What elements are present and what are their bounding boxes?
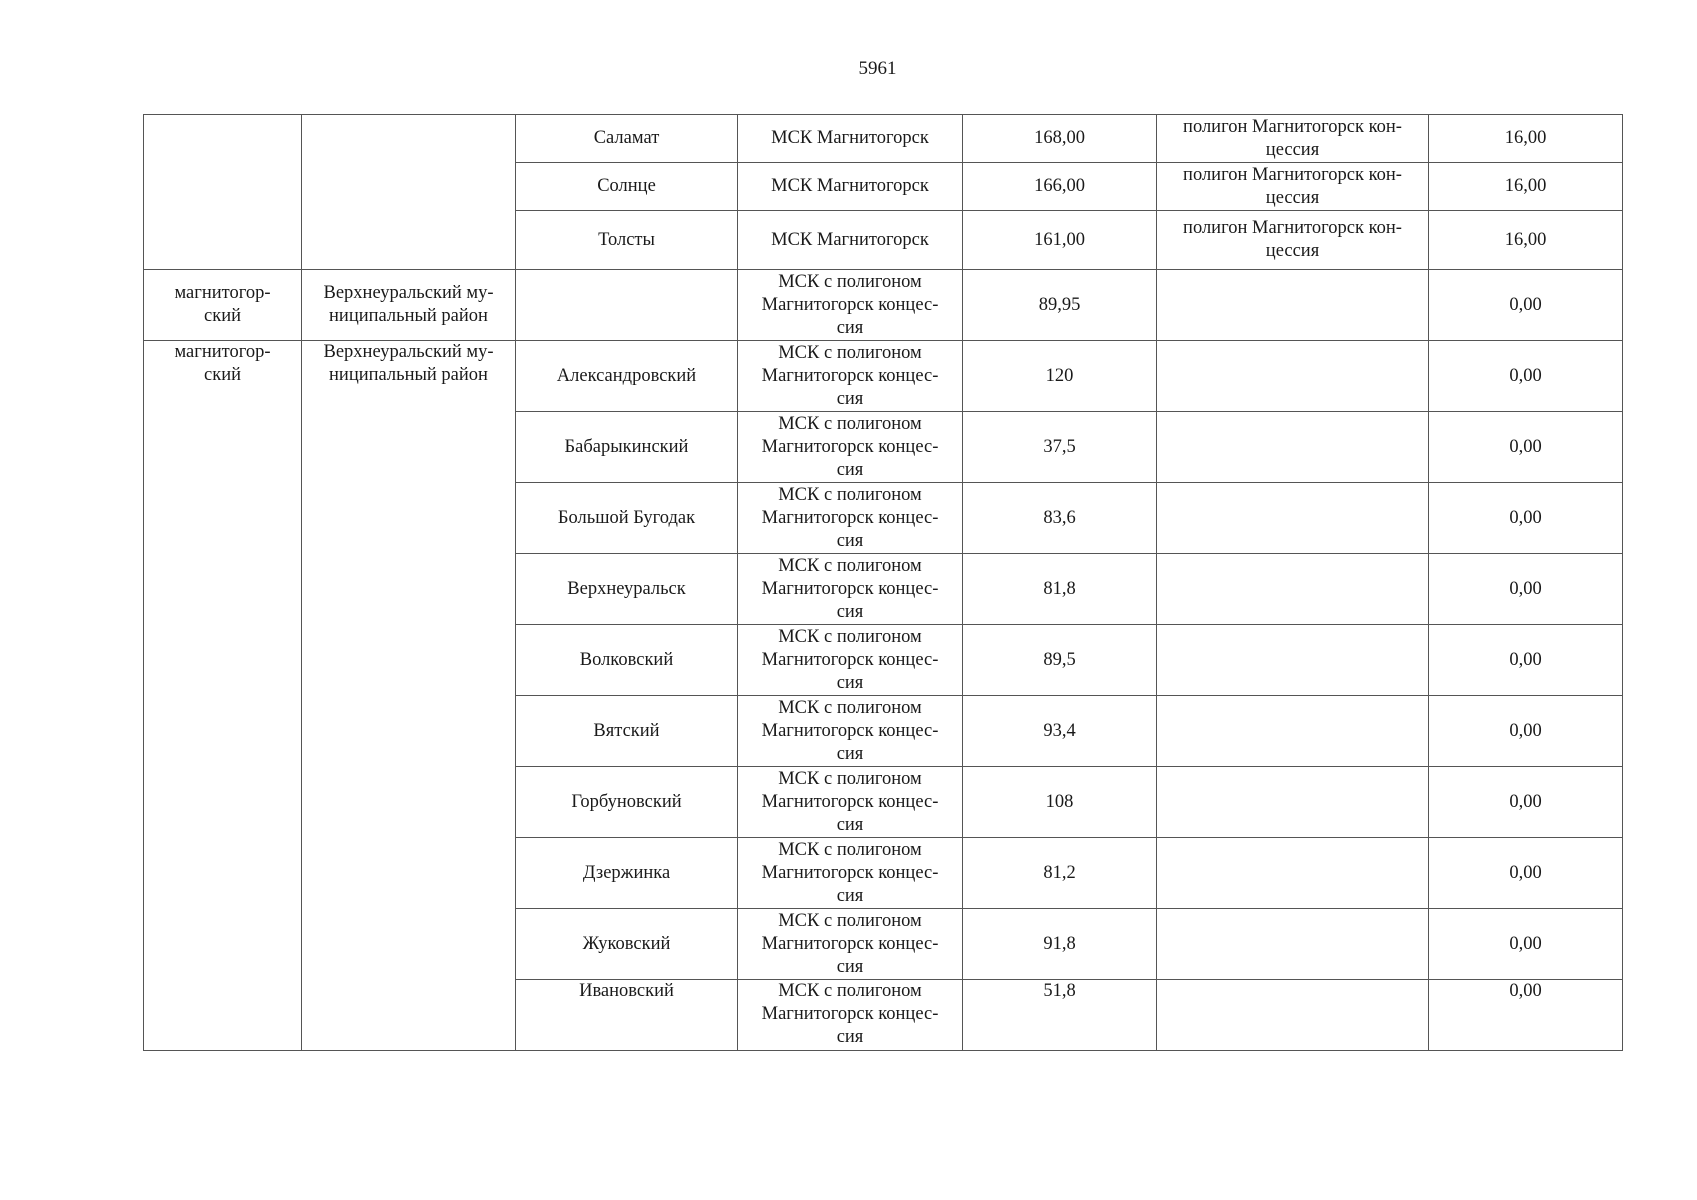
tariff-cell: 0,00	[1429, 412, 1623, 483]
facility-cell	[1157, 767, 1429, 838]
operator-cell: МСК Магнитогорск	[738, 163, 963, 211]
value-cell: 37,5	[963, 412, 1157, 483]
settlement-cell: Александровский	[516, 341, 738, 412]
facility-cell	[1157, 483, 1429, 554]
facility-cell	[1157, 696, 1429, 767]
operator-cell: МСК с полигоном Магнитогорск концес- сия	[738, 341, 963, 412]
facility-cell	[1157, 270, 1429, 341]
tariff-cell: 16,00	[1429, 115, 1623, 163]
operator-cell: МСК с полигоном Магнитогорск концес- сия	[738, 696, 963, 767]
facility-cell	[1157, 980, 1429, 1051]
operator-cell: МСК с полигоном Магнитогорск концес- сия	[738, 554, 963, 625]
tariff-cell: 0,00	[1429, 909, 1623, 980]
page-number: 5961	[858, 58, 897, 79]
value-cell: 81,2	[963, 838, 1157, 909]
table-row	[144, 115, 1623, 163]
tariff-cell: 0,00	[1429, 696, 1623, 767]
settlement-cell: Саламат	[516, 115, 738, 163]
operator-cell: МСК с полигоном Магнитогорск концес- сия	[738, 270, 963, 341]
facility-cell	[1157, 412, 1429, 483]
settlement-cell: Толсты	[516, 211, 738, 270]
value-cell: 83,6	[963, 483, 1157, 554]
tariff-cell: 0,00	[1429, 341, 1623, 412]
settlement-cell	[516, 270, 738, 341]
settlement-cell: Ивановский	[516, 980, 738, 1051]
tariff-cell: 0,00	[1429, 767, 1623, 838]
settlement-cell: Верхнеуральск	[516, 554, 738, 625]
value-cell: 89,5	[963, 625, 1157, 696]
operator-cell: МСК Магнитогорск	[738, 211, 963, 270]
settlement-cell: Большой Бугодак	[516, 483, 738, 554]
facility-cell	[1157, 554, 1429, 625]
document-table	[143, 114, 1623, 1051]
value-cell: 81,8	[963, 554, 1157, 625]
operator-cell: МСК с полигоном Магнитогорск концес- сия	[738, 909, 963, 980]
municipality-cell: Верхнеуральский му- ниципальный район	[302, 341, 516, 1051]
municipality-cell: Верхнеуральский му- ниципальный район	[302, 270, 516, 341]
value-cell: 108	[963, 767, 1157, 838]
value-cell: 161,00	[963, 211, 1157, 270]
settlement-cell: Жуковский	[516, 909, 738, 980]
operator-cell: МСК с полигоном Магнитогорск концес- сия	[738, 838, 963, 909]
tariff-cell: 16,00	[1429, 163, 1623, 211]
table-row	[144, 270, 1623, 341]
value-cell: 93,4	[963, 696, 1157, 767]
settlement-cell: Бабарыкинский	[516, 412, 738, 483]
operator-cell: МСК с полигоном Магнитогорск концес- сия	[738, 980, 963, 1051]
table-row	[144, 341, 1623, 412]
operator-cell: МСК Магнитогорск	[738, 115, 963, 163]
facility-cell	[1157, 625, 1429, 696]
value-cell: 120	[963, 341, 1157, 412]
tariff-cell: 0,00	[1429, 483, 1623, 554]
tariff-cell: 0,00	[1429, 980, 1623, 1051]
zone-cell	[144, 115, 302, 270]
facility-cell	[1157, 838, 1429, 909]
settlement-cell: Вятский	[516, 696, 738, 767]
operator-cell: МСК с полигоном Магнитогорск концес- сия	[738, 625, 963, 696]
facility-cell: полигон Магнитогорск кон- цессия	[1157, 115, 1429, 163]
settlement-cell: Волковский	[516, 625, 738, 696]
operator-cell: МСК с полигоном Магнитогорск концес- сия	[738, 412, 963, 483]
tariff-cell: 0,00	[1429, 838, 1623, 909]
zone-cell: магнитогор- ский	[144, 341, 302, 1051]
facility-cell: полигон Магнитогорск кон- цессия	[1157, 163, 1429, 211]
value-cell: 51,8	[963, 980, 1157, 1051]
facility-cell	[1157, 909, 1429, 980]
value-cell: 168,00	[963, 115, 1157, 163]
operator-cell: МСК с полигоном Магнитогорск концес- сия	[738, 767, 963, 838]
operator-cell: МСК с полигоном Магнитогорск концес- сия	[738, 483, 963, 554]
facility-cell: полигон Магнитогорск кон- цессия	[1157, 211, 1429, 270]
facility-cell	[1157, 341, 1429, 412]
settlement-cell: Горбуновский	[516, 767, 738, 838]
municipality-cell	[302, 115, 516, 270]
zone-cell: магнитогор- ский	[144, 270, 302, 341]
settlement-cell: Дзержинка	[516, 838, 738, 909]
tariff-cell: 0,00	[1429, 554, 1623, 625]
value-cell: 89,95	[963, 270, 1157, 341]
tariff-cell: 16,00	[1429, 211, 1623, 270]
value-cell: 91,8	[963, 909, 1157, 980]
tariff-cell: 0,00	[1429, 270, 1623, 341]
tariff-cell: 0,00	[1429, 625, 1623, 696]
settlement-cell: Солнце	[516, 163, 738, 211]
value-cell: 166,00	[963, 163, 1157, 211]
